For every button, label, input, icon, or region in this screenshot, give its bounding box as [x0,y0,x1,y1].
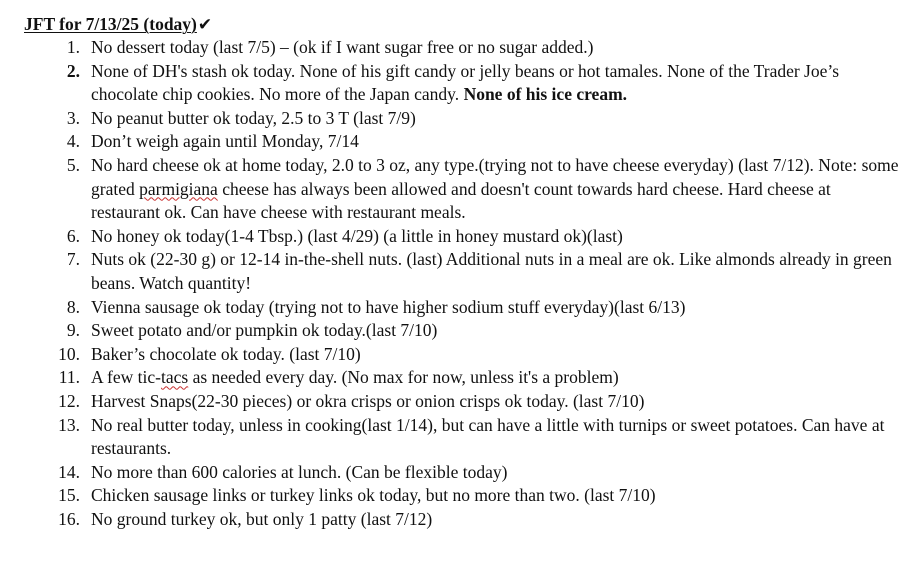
item-number: 13. [58,414,80,435]
item-text: Sweet potato and/or pumpkin ok today.(last 7/10) [91,320,438,341]
item-text: A few tic- [91,367,161,388]
item-bold-text: None of his ice cream. [463,84,628,105]
item-text: No dessert today (last 7/5) – (ok if I want sugar free or no sugar added.) [91,37,594,57]
item-number: 7. [66,249,80,270]
list-item [24,319,899,343]
item-text-continued: as needed every day. (No max for now, unless it's a problem) [188,367,619,388]
item-number: 6. [66,225,80,246]
list-item [24,130,899,154]
numbered-list [24,36,899,531]
list-item [24,60,899,107]
list-item [24,390,899,414]
item-text: No real butter today, unless in cooking(last 1/14), but can have a little with turnips or sweet potatoes. Can have at restaurants. [91,414,885,459]
item-text: Harvest Snaps(22-30 pieces) or okra crisps or onion crisps ok today. (last 7/10) [91,390,645,411]
list-item [24,461,899,485]
item-number: 2. [66,60,80,81]
item-number: 11. [58,367,80,388]
item-number: 4. [66,131,80,152]
item-text: No peanut butter ok today, 2.5 to 3 T (last 7/9) [91,107,416,128]
item-number: 15. [58,485,80,506]
item-text-continued: cheese has always been allowed and doesn't count towards hard cheese. Hard cheese at restaurant ok. Can have cheese with restaurant meals. [91,178,831,223]
item-text: Baker’s chocolate ok today. (last 7/10) [91,343,361,364]
list-item [24,248,899,295]
list-item [24,107,899,131]
item-number: 10. [58,343,80,364]
item-number: 3. [66,107,80,128]
item-text: No hard cheese ok at home today, 2.0 to 3 oz, any type.(trying not to have cheese everyday) (last 7/12). Note: some grated [91,154,899,199]
item-number: 1. [66,37,80,57]
list-item [24,343,899,367]
item-number: 9. [66,320,80,341]
item-text: Vienna sausage ok today (trying not to have higher sodium stuff everyday)(last 6/13) [91,296,686,317]
list-item [24,154,899,225]
document-page [24,12,899,531]
list-item [24,414,899,461]
item-text: No more than 600 calories at lunch. (Can be flexible today) [91,461,508,482]
spellcheck-word[interactable]: tacs [160,367,189,388]
title-text: JFT for 7/13/25 (today) [24,14,197,34]
item-number: 16. [58,508,80,529]
list-item [24,508,899,532]
item-text: Chicken sausage links or turkey links ok today, but no more than two. (last 7/10) [91,485,656,506]
item-number: 14. [58,461,80,482]
list-item [24,225,899,249]
check-mark-icon: ✔ [197,15,213,35]
list-item [24,366,899,390]
item-text: Nuts ok (22-30 g) or 12-14 in-the-shell nuts. (last) Additional nuts in a meal are ok. Like almonds already in green beans. Watch quantity! [91,249,892,293]
spellcheck-word[interactable]: parmigiana [139,178,218,199]
item-number: 12. [58,390,80,411]
item-text: None of DH's stash ok today. None of his gift candy or jelly beans or hot tamales. None of the Trader Joe’s chocolate chip cookies. No more of the Japan candy. [91,60,840,105]
item-number: 5. [66,154,80,175]
item-text: No honey ok today(1-4 Tbsp.) (last 4/29) (a little in honey mustard ok)(last) [91,225,623,246]
list-item [24,36,899,60]
list-item [24,296,899,320]
item-number: 8. [66,296,80,317]
item-text: No ground turkey ok, but only 1 patty (last 7/12) [91,508,433,529]
document-title [24,12,899,36]
item-text: Don’t weigh again until Monday, 7/14 [91,131,359,152]
list-item [24,484,899,508]
